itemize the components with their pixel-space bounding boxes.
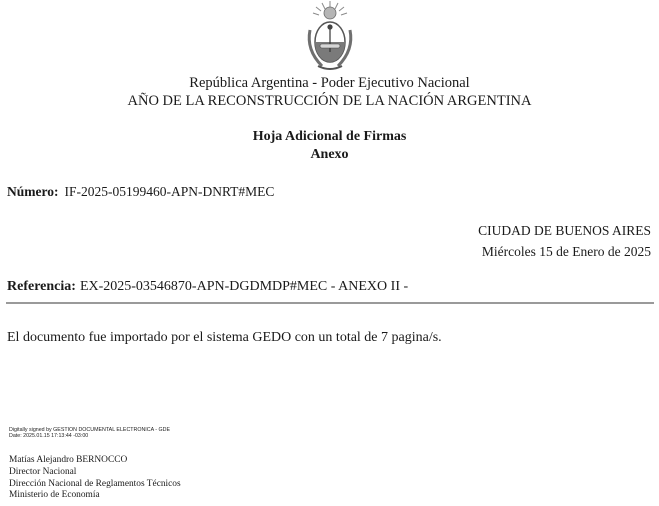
place-date: Miércoles 15 de Enero de 2025 xyxy=(481,244,651,259)
reference-label: Referencia: xyxy=(7,279,76,294)
horizontal-divider xyxy=(6,302,654,304)
digital-signature-date: Date: 2025.01.15 17:13:44 -03:00 xyxy=(9,433,89,439)
coat-of-arms-icon xyxy=(300,0,360,72)
signer-office: Dirección Nacional de Reglamentos Técnicos xyxy=(9,479,181,489)
signer-name: Matías Alejandro BERNOCCO xyxy=(9,455,128,465)
header-republic-line: República Argentina - Poder Ejecutivo Nacional xyxy=(189,75,470,91)
header-year-motto: AÑO DE LA RECONSTRUCCIÓN DE LA NACIÓN ARGENTINA xyxy=(127,93,532,109)
document-number-label: Número: xyxy=(7,184,59,199)
place-city: CIUDAD DE BUENOS AIRES xyxy=(478,223,651,238)
digital-signature-signed-by: Digitally signed by GESTION DOCUMENTAL ELECTRONICA - GDE xyxy=(9,427,171,433)
document-number-value: IF-2025-05199460-APN-DNRT#MEC xyxy=(64,184,275,199)
document-subtitle: Anexo xyxy=(310,147,349,162)
signer-position: Director Nacional xyxy=(9,467,77,477)
reference xyxy=(7,279,408,295)
document-title: Hoja Adicional de Firmas xyxy=(252,129,407,144)
signer-ministry: Ministerio de Economía xyxy=(9,490,100,500)
body-text: El documento fue importado por el sistema GEDO con un total de 7 pagina/s. xyxy=(7,330,442,345)
reference-value: EX-2025-03546870-APN-DGDMDP#MEC - ANEXO II - xyxy=(79,279,409,294)
document-number xyxy=(7,184,274,200)
